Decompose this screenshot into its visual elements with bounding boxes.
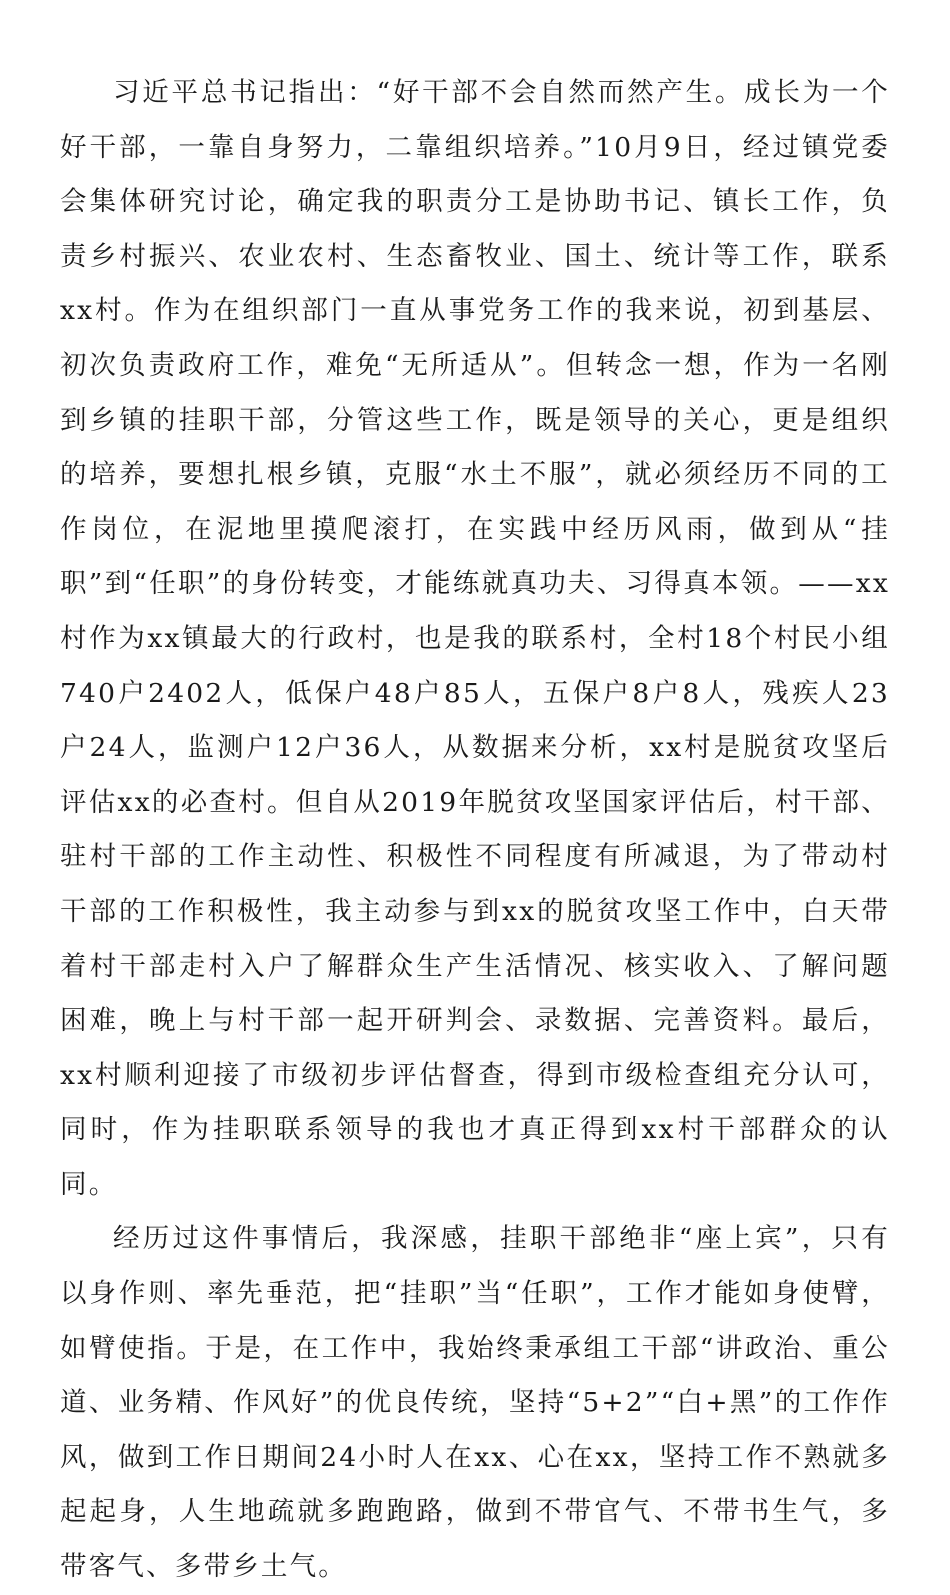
body-paragraph: 习近平总书记指出：“好干部不会自然而然产生。成长为一个好干部，一靠自身努力，二靠组织培养。”10月9日，经过镇党委会集体研究讨论，确定我的职责分工是协助书记、镇长工作，负责乡村振兴、农业农村、生态畜牧业、国土、统计等工作，联系xx村。作为在组织部门一直从事党务工作的我来说，初到基层、初次负责政府工作，难免“无所适从”。但转念一想，作为一名刚到乡镇的挂职干部，分管这些工作，既是领导的关心，更是组织的培养，要想扎根乡镇，克服“水土不服”，就必须经历不同的工作岗位，在泥地里摸爬滚打，在实践中经历风雨，做到从“挂职”到“任职”的身份转变，才能练就真功夫、习得真本领。——xx村作为xx镇最大的行政村，也是我的联系村，全村18个村民小组740户2402人，低保户48户85人，五保户8户8人，残疾人23户24人，监测户12户36人，从数据来分析，xx村是脱贫攻坚后评估xx的必查村。但自从2019年脱贫攻坚国家评估后，村干部、驻村干部的工作主动性、积极性不同程度有所减退，为了带动村干部的工作积极性，我主动参与到xx的脱贫攻坚工作中，白天带着村干部走村入户了解群众生产生活情况、核实收入、了解问题困难，晚上与村干部一起开研判会、录数据、完善资料。最后，xx村顺利迎接了市级初步评估督查，得到市级检查组充分认可，同时，作为挂职联系领导的我也才真正得到xx村干部群众的认同。 bbox=[60, 77, 890, 1200]
body-paragraph: 经历过这件事情后，我深感，挂职干部绝非“座上宾”，只有以身作则、率先垂范，把“挂职”当“任职”，工作才能如身使臂，如臂使指。于是，在工作中，我始终秉承组工干部“讲政治、重公道、业务精、作风好”的优良传统，坚持“5+2”“白+黑”的工作作风，做到工作日期间24小时人在xx、心在xx，坚持工作不熟就多起起身，人生地疏就多跑跑路，做到不带官气、不带书生气，多带客气、多带乡土气。 bbox=[60, 1223, 890, 1583]
document-page bbox=[60, 66, 890, 1595]
